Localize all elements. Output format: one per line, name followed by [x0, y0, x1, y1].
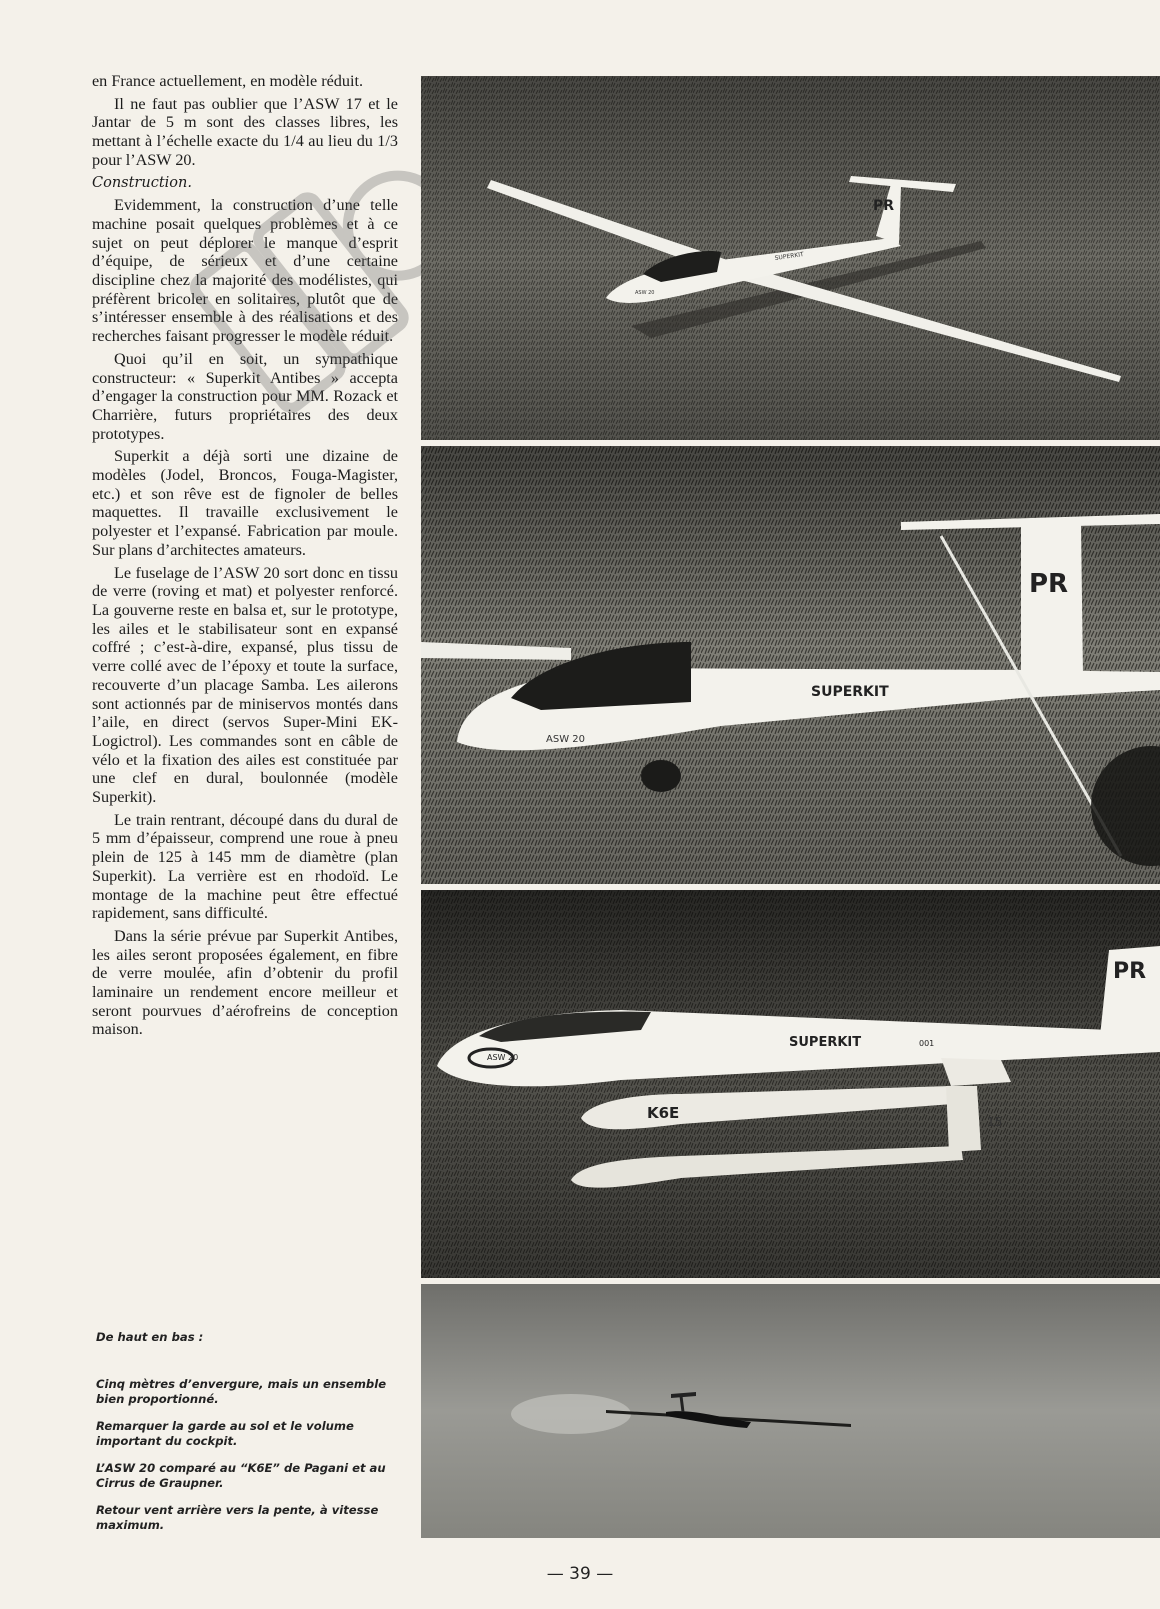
article-paragraph-8: Dans la série prévue par Superkit Antibes, les ailes seront proposées également, en fibre de verre moulée, afin d’obtenir du profil laminaire un rendement encore meilleur et seront pourvues d’aérofreins de conception maison.: [92, 926, 398, 1039]
caption-item: L’ASW 20 comparé au “K6E” de Pagani et au Cirrus de Graupner.: [96, 1461, 386, 1490]
gliders-comparison-image: [421, 890, 1160, 1278]
caption-item: Retour vent arrière vers la pente, à vitesse maximum.: [96, 1503, 379, 1532]
photo-glider-in-flight: [421, 1284, 1160, 1538]
photo-cockpit-closeup: [421, 446, 1160, 884]
article-paragraph-6: Le fuselage de l’ASW 20 sort donc en tissu de verre (roving et mat) et polyester renforcé. La gouverne reste en balsa et, sur le prototype, les ailes et le stabilisateur sont en expansé coffré ; c’est-à-dire, expansé, plus tissu de verre collé avec de l’époxy et toute la surface, recouverte d’un placage Samba. Les ailerons sont actionnés par de miniservos montés dans l’aile, en direct (servos Super-Mini EK-Logictrol). Les commandes sont en câble de vélo et la fixation des ailes est constituée par une clef en dural, boulonnée (modèle Superkit).: [92, 563, 398, 807]
article-text-column: [92, 72, 398, 1043]
k6e-label: K6E: [647, 1104, 680, 1122]
glider-overview-image: [421, 76, 1160, 440]
caption-item: Remarquer la garde au sol et le volume important du cockpit.: [96, 1419, 354, 1448]
k6e-fin-number: 15: [987, 1115, 1003, 1129]
nose-label: ASW 20: [487, 1053, 519, 1062]
serial-label: 001: [919, 1039, 935, 1048]
article-paragraph-7: Le train rentrant, découpé dans du dural de 5 mm d’épaisseur, comprend une roue à pneu plein de 125 à 145 mm de diamètre (plan Superkit). La verrière est en rhodoïd. Le montage de la machine peut être effectué rapidement, sans difficulté.: [92, 810, 398, 923]
fin-marking: PR: [1113, 959, 1147, 984]
article-paragraph-4: Quoi qu’il en soit, un sympathique constructeur: « Superkit Antibes » accepta d’engager la construction pour MM. Rozack et Charrière, futurs propriétaires des deux prototypes.: [92, 349, 398, 443]
nose-label: ASW 20: [546, 734, 585, 745]
photo-gliders-comparison: [421, 890, 1160, 1278]
captions-intro: De haut en bas :: [96, 1330, 204, 1344]
photo-glider-overview: [421, 76, 1160, 440]
fuselage-label: SUPERKIT: [811, 684, 889, 700]
article-paragraph-2: Il ne faut pas oublier que l’ASW 17 et le Jantar de 5 m sont des classes libres, les mettant à l’échelle exacte du 1/4 au lieu du 1/3 pour l’ASW 20.: [92, 94, 398, 169]
fin-marking: PR: [873, 198, 895, 214]
section-heading-construction: Construction.: [92, 174, 192, 191]
page-number: — 39 —: [546, 1564, 614, 1584]
photo-captions: [96, 1330, 401, 1545]
article-paragraph-1: en France actuellement, en modèle réduit.: [92, 72, 364, 90]
fuselage-label: SUPERKIT: [789, 1035, 862, 1050]
cockpit-closeup-image: [421, 446, 1160, 884]
fin-marking: PR: [1029, 569, 1069, 599]
article-paragraph-3: Evidemment, la construction d’une telle machine posait quelques problèmes et à ce sujet on peut déplorer le manque d’esprit d’équipe, de sérieux et d’une certaine discipline chez la majorité des modélistes, qui préfèrent bricoler en solitaires, plutôt que de s’intéresser ensemble à des réalisations et des recherches faisant progresser le modèle réduit.: [92, 196, 398, 346]
article-paragraph-5: Superkit a déjà sorti une dizaine de modèles (Jodel, Broncos, Fouga-Magister, etc.) et son rêve est de fignoler de belles maquettes. Il travaille exclusivement le polyester et l’expansé. Fabrication par moule. Sur plans d’architectes amateurs.: [92, 447, 398, 559]
nose-label: ASW 20: [635, 290, 655, 296]
caption-item: Cinq mètres d’envergure, mais un ensemble bien proportionné.: [96, 1377, 387, 1406]
fuselage-label: SUPERKIT: [774, 250, 805, 262]
glider-in-flight-image: [421, 1284, 1160, 1538]
